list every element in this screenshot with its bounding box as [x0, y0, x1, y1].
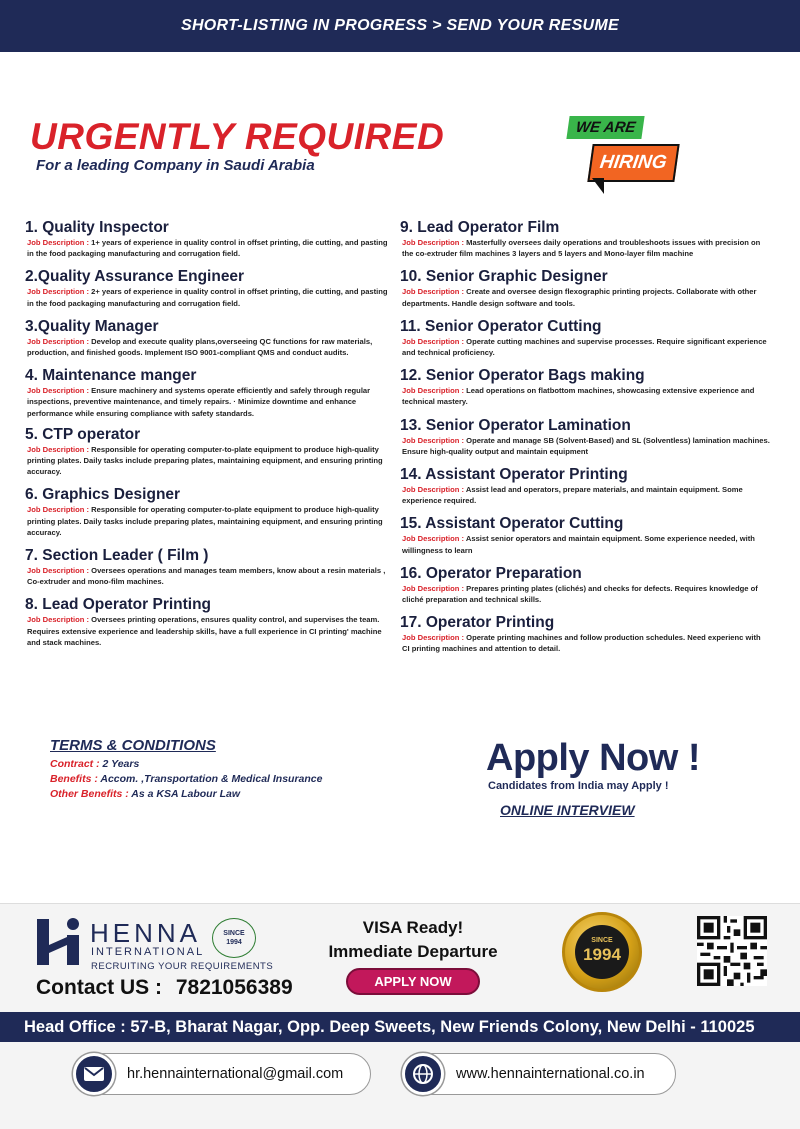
website-url[interactable]: www.hennainternational.co.in	[456, 1066, 645, 1082]
job-listing	[400, 564, 770, 605]
email-pill[interactable]	[73, 1053, 371, 1095]
other-benefits-value: As a KSA Labour Law	[131, 788, 241, 800]
job-description-text: Prepares printing plates (clichés) and checks for defects. Requires knowledge of cliché preparation and technical skills.	[402, 583, 758, 605]
job-description-label: Job Description :	[27, 386, 90, 396]
apply-section	[486, 737, 700, 818]
job-description-label: Job Description :	[402, 633, 465, 643]
seal-label: SINCE	[591, 937, 613, 944]
job-description-label: Job Description :	[402, 287, 465, 297]
job-description-text: Develop and execute quality plans,overseeing QC functions for raw materials, production, and finished goods. Implement ISO 9001-compliant QMS and conduct audits.	[27, 336, 373, 358]
since-1994-seal	[562, 912, 642, 992]
job-listing	[25, 267, 395, 308]
job-description-label: Job Description :	[402, 583, 465, 593]
job-description-text: Operate cutting machines and supervise processes. Require significant experience and technical proficiency.	[402, 336, 767, 358]
contact-line	[36, 976, 293, 1000]
job-description-text: 1+ years of experience in quality control in offset printing, die cutting, and pasting in the food packaging manufacturing and corrugation field.	[27, 238, 388, 259]
jobs-column-right	[400, 218, 770, 655]
job-description-text: Oversees printing operations, ensures quality control, and supervises the team. Requires extensive experience and leadership skills, have a full experience in CI printing' machine and stack machines.	[27, 615, 382, 647]
job-description	[400, 583, 770, 605]
since-year: 1994	[226, 939, 242, 946]
company-tagline: RECRUITING YOUR REQUIREMENTS	[91, 961, 274, 972]
job-description	[400, 237, 770, 259]
job-title: 1. Quality Inspector	[25, 219, 169, 236]
since-badge	[212, 918, 256, 958]
job-title: 10. Senior Graphic Designer	[400, 268, 608, 286]
job-description-label: Job Description :	[402, 534, 465, 544]
job-description	[25, 336, 395, 358]
job-title: 9. Lead Operator Film	[400, 219, 560, 236]
job-title: 5. CTP operator	[25, 425, 141, 443]
subheadline: For a leading Company in Saudi Arabia	[36, 157, 315, 174]
job-title: 8. Lead Operator Printing	[25, 596, 212, 614]
job-listing	[25, 425, 395, 478]
hiring-label: HIRING	[587, 144, 679, 182]
benefits-label: Benefits :	[50, 773, 98, 785]
seal-inner	[575, 925, 629, 979]
immediate-departure: Immediate Departure	[328, 942, 498, 961]
head-office-address: Head Office : 57-B, Bharat Nagar, Opp. Deep Sweets, New Friends Colony, New Delhi - 110025	[0, 1012, 800, 1042]
job-description	[400, 286, 770, 308]
benefits-line	[50, 773, 323, 785]
job-description-text: Create and oversee design flexographic printing projects. Collaborate with other departments. Handle design software and tools.	[402, 287, 757, 308]
job-description-text: Oversees operations and manages team members, know about a resin materials , Co-extruder and mono-film machines.	[27, 566, 386, 587]
job-description	[400, 632, 770, 654]
job-listing	[25, 218, 395, 259]
visa-section	[328, 918, 498, 995]
top-banner: SHORT-LISTING IN PROGRESS > SEND YOUR RESUME	[0, 0, 800, 52]
job-listing	[400, 218, 770, 259]
job-title: 14. Assistant Operator Printing	[400, 466, 628, 484]
we-are-hiring-badge	[566, 114, 696, 198]
job-description	[25, 614, 395, 648]
terms-title: TERMS & CONDITIONS	[50, 737, 216, 754]
job-description	[400, 336, 770, 358]
job-title: 17. Operator Printing	[400, 614, 555, 632]
visa-ready: VISA Ready!	[362, 918, 464, 937]
job-title: 13. Senior Operator Lamination	[400, 416, 631, 434]
job-description	[400, 435, 770, 457]
we-are-label: WE ARE	[566, 116, 645, 139]
job-description-text: Responsible for operating computer-to-plate equipment to produce high-quality printing plates. Daily tasks include preparing plates, maintaining equipment, and ensuring printing accuracy.	[27, 444, 383, 477]
job-title: 4. Maintenance manger	[25, 367, 197, 385]
headline: URGENTLY REQUIRED	[30, 116, 445, 157]
contract-label: Contract :	[50, 758, 100, 770]
job-title: 6. Graphics Designer	[25, 486, 181, 504]
globe-icon	[402, 1053, 444, 1095]
job-description-label: Job Description :	[27, 238, 90, 247]
contract-line	[50, 758, 323, 770]
company-sub: INTERNATIONAL	[91, 946, 205, 958]
terms-section	[50, 737, 323, 800]
job-listing	[400, 416, 770, 457]
contract-value: 2 Years	[102, 758, 140, 770]
job-description-label: Job Description :	[27, 287, 90, 297]
job-description-label: Job Description :	[27, 444, 90, 454]
online-interview: ONLINE INTERVIEW	[500, 802, 635, 818]
email-address[interactable]: hr.hennainternational@gmail.com	[127, 1066, 344, 1082]
job-title: 11. Senior Operator Cutting	[400, 317, 602, 335]
job-description	[400, 385, 770, 407]
qr-code-icon[interactable]	[697, 916, 767, 986]
job-title: 16. Operator Preparation	[400, 564, 582, 582]
job-description	[25, 444, 395, 478]
job-description-label: Job Description :	[402, 485, 465, 495]
henna-logo-icon	[35, 915, 85, 967]
job-description-text: 2+ years of experience in quality control in offset printing, die cutting, and pasting in the food packaging manufacturing and corrugation field.	[27, 287, 388, 308]
job-title: 7. Section Leader ( Film )	[25, 547, 209, 565]
job-description-label: Job Description :	[27, 566, 90, 576]
job-description	[400, 484, 770, 506]
job-description-text: Assist senior operators and maintain equipment. Some experience needed, with willingness to learn	[402, 534, 755, 555]
job-description	[25, 565, 395, 587]
job-description	[25, 286, 395, 308]
job-listing	[400, 465, 770, 506]
job-listing	[25, 595, 395, 648]
phone-number[interactable]: 7821056389	[175, 976, 293, 999]
job-listing	[400, 514, 770, 555]
company-name: HENNA	[90, 918, 202, 948]
job-listing	[400, 613, 770, 654]
job-title: 15. Assistant Operator Cutting	[400, 515, 624, 533]
seal-year: 1994	[583, 945, 621, 964]
since-label: SINCE	[223, 930, 245, 937]
job-description-text: Lead operations on flatbottom machines, showcasing extensive experience and technical mastery.	[402, 386, 755, 407]
badge-tail	[592, 178, 604, 194]
job-title: 12. Senior Operator Bags making	[400, 367, 645, 385]
job-description-label: Job Description :	[27, 505, 90, 515]
job-listing	[25, 317, 395, 358]
job-description-text: Responsible for operating computer-to-plate equipment to produce high-quality printing plates. Daily tasks include preparing plates, maintaining equipment, and ensuring printing accuracy.	[27, 505, 383, 537]
email-icon	[73, 1053, 115, 1095]
job-description-label: Job Description :	[27, 336, 90, 346]
job-description-label: Job Description :	[402, 435, 465, 445]
benefits-value: Accom. ,Transportation & Medical Insurance	[100, 773, 323, 785]
other-benefits-line	[50, 788, 323, 800]
job-listing	[25, 366, 395, 419]
job-description	[400, 533, 770, 555]
job-description-label: Job Description :	[402, 336, 465, 346]
apply-subtitle: Candidates from India may Apply !	[488, 780, 669, 792]
job-description	[25, 237, 395, 259]
job-description	[25, 504, 395, 538]
job-listing	[400, 267, 770, 308]
job-description-text: Assist lead and operators, prepare materials, and maintain equipment. Some experience required.	[402, 485, 743, 506]
job-title: 2.Quality Assurance Engineer	[25, 268, 245, 286]
job-description-text: Ensure machinery and systems operate efficiently and safely through regular inspections, preventive maintenance, and timely repairs. · Minimize downtime and enhance performance while ensuring compliance with safety standards.	[27, 386, 371, 418]
job-description-label: Job Description :	[27, 615, 90, 625]
job-description-text: Operate and manage SB (Solvent-Based) and SL (Solventless) lamination machines. Ensure high-quality output and maintain equipment	[402, 435, 770, 456]
apply-now-button[interactable]: APPLY NOW	[346, 968, 479, 995]
job-description-text: Masterfully oversees daily operations and troubleshoots issues with precision on the co-extruder film machines 3 layers and 5 layers and Mono-layer film machine	[402, 238, 761, 259]
job-description-label: Job Description :	[402, 238, 465, 247]
job-listing	[400, 317, 770, 358]
job-title: 3.Quality Manager	[25, 317, 159, 335]
job-description-text: Operate printing machines and follow production schedules. Need experienc with CI printing machines and attention to detail.	[402, 633, 761, 654]
job-description	[25, 385, 395, 419]
jobs-column-left	[25, 218, 395, 648]
other-benefits-label: Other Benefits :	[50, 788, 129, 800]
website-pill[interactable]	[402, 1053, 676, 1095]
apply-now-title: Apply Now !	[486, 737, 701, 779]
job-listing	[25, 485, 395, 538]
job-description-label: Job Description :	[402, 386, 465, 396]
job-listing	[25, 546, 395, 587]
job-listing	[400, 366, 770, 407]
contact-label: Contact US :	[36, 976, 162, 999]
